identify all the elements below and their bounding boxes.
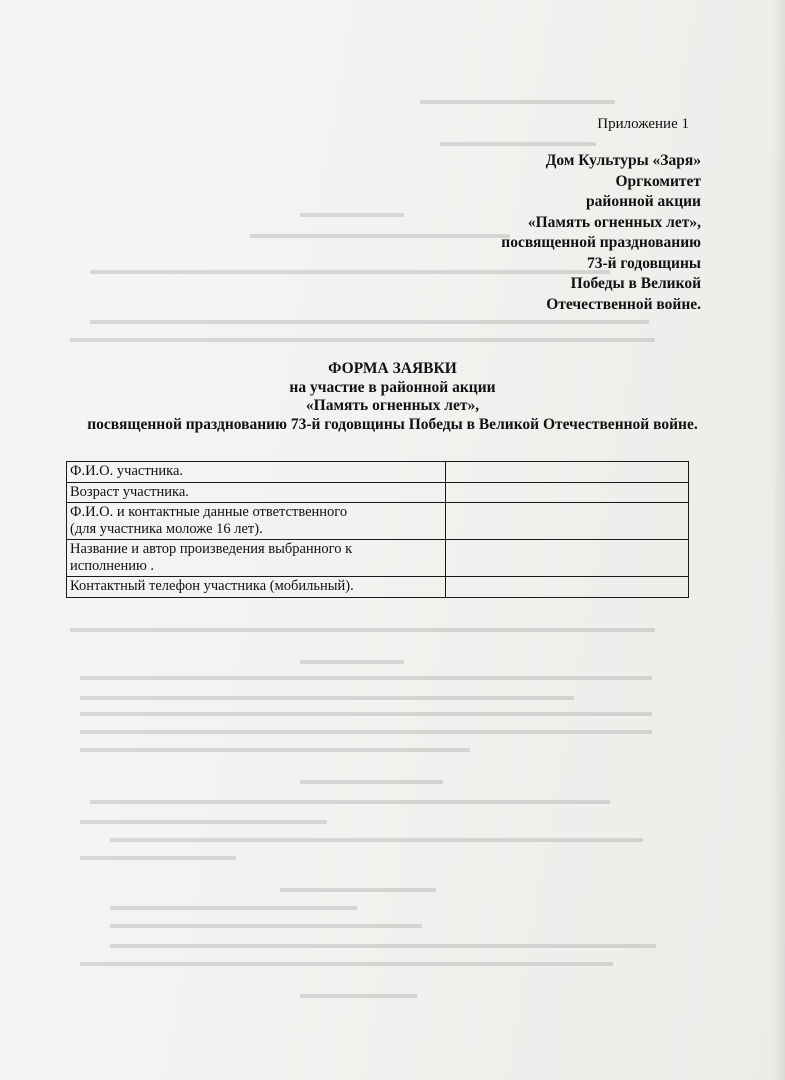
form-subtitle-line: «Память огненных лет», [305,397,480,414]
form-subtitle-line: посвященной празднованию 73-й годовщины Победы в Великой Отечественной войне. [87,415,698,433]
field-value[interactable] [446,503,689,540]
form-subtitle-line: на участие в районной акции [289,378,496,396]
organizer-block [381,151,701,315]
field-label: Возраст участника. [67,482,446,503]
paper-edge-shadow [771,0,785,1080]
organizer-line: «Память огненных лет», [527,213,701,231]
organizer-line: посвященной празднованию [501,234,701,251]
application-form-table [66,461,689,598]
organizer-line: Отечественной войне. [546,295,701,313]
field-label: Контактный телефон участника (мобильный). [67,577,446,598]
form-heading: ФОРМА ЗАЯВКИ [328,360,457,377]
field-value[interactable] [446,540,689,577]
field-value[interactable] [446,462,689,483]
table-row [67,540,689,577]
field-value[interactable] [446,482,689,503]
organizer-line: Дом Культуры «Заря» [545,152,701,169]
table-row [67,503,689,540]
field-label: Ф.И.О. и контактные данные ответственного (для участника моложе 16 лет). [67,503,446,540]
attachment-label: Приложение 1 [597,116,689,132]
organizer-line: Победы в Великой [570,275,701,292]
form-title [0,360,785,434]
field-value[interactable] [446,577,689,598]
organizer-line: районной акции [586,193,701,210]
field-label: Название и автор произведения выбранного к исполнению . [67,540,446,577]
organizer-line: Оргкомитет [615,172,701,190]
show-through-texture: ▬▬▬▬▬▬▬▬▬▬▬▬▬▬▬ ▬▬▬▬▬▬▬▬▬▬▬▬ ▬▬▬▬▬▬▬▬ ▬▬▬▬▬▬▬▬▬▬▬▬▬▬▬▬▬▬▬▬ ▬▬▬▬▬▬▬▬▬▬▬▬▬▬▬▬▬▬▬▬▬▬▬▬▬▬▬▬▬▬▬▬▬▬▬▬▬▬▬▬ ▬▬▬▬▬▬▬▬▬▬▬▬▬▬▬▬▬▬▬▬▬▬▬▬▬▬▬▬▬▬▬▬▬▬▬▬▬▬▬▬▬▬▬ ▬▬▬▬▬▬▬▬▬▬▬▬▬▬▬▬▬▬▬▬▬▬▬▬▬▬▬▬▬▬▬▬▬▬▬▬▬▬▬▬▬▬▬▬▬ ▬▬▬▬▬▬▬▬▬▬▬▬▬▬▬▬▬▬▬▬▬▬▬▬▬▬▬▬▬▬▬▬▬▬▬▬▬▬▬▬▬▬▬▬▬ ▬▬▬▬▬▬▬▬ ▬▬▬▬▬▬▬▬▬▬▬▬▬▬▬▬▬▬▬▬▬▬▬▬▬▬▬▬▬▬▬▬▬▬▬▬▬▬▬▬▬▬▬▬ ▬▬▬▬▬▬▬▬▬▬▬▬▬▬▬▬▬▬▬▬▬▬▬▬▬▬▬▬▬▬▬▬▬▬▬▬▬▬ ▬▬▬▬▬▬▬▬▬▬▬▬▬▬▬▬▬▬▬▬▬▬▬▬▬▬▬▬▬▬▬▬▬▬▬▬▬▬▬▬▬▬▬▬ ▬▬▬▬▬▬▬▬▬▬▬▬▬▬▬▬▬▬▬▬▬▬▬▬▬▬▬▬▬▬▬▬▬▬▬▬▬▬▬▬▬▬▬▬ ▬▬▬▬▬▬▬▬▬▬▬▬▬▬▬▬▬▬▬▬▬▬▬▬▬▬▬▬▬▬ ▬▬▬▬▬▬▬▬▬▬▬ ▬▬▬▬▬▬▬▬▬▬▬▬▬▬▬▬▬▬▬▬▬▬▬▬▬▬▬▬▬▬▬▬▬▬▬▬▬▬▬▬ ▬▬▬▬▬▬▬▬▬▬▬▬▬▬▬▬▬▬▬ ▬▬▬▬▬▬▬▬▬▬▬▬▬▬▬▬▬▬▬▬▬▬▬▬▬▬▬▬▬▬▬▬▬▬▬▬▬▬▬▬▬ ▬▬▬▬▬▬▬▬▬▬▬▬ ▬▬▬▬▬▬▬▬▬▬▬▬ ▬▬▬▬▬▬▬▬▬▬▬▬▬▬▬▬▬▬▬ ▬▬▬▬▬▬▬▬▬▬▬▬▬▬▬▬▬▬▬▬▬▬▬▬ ▬▬▬▬▬▬▬▬▬▬▬▬▬▬▬▬▬▬▬▬▬▬▬▬▬▬▬▬▬▬▬▬▬▬▬▬▬▬▬▬▬▬ ▬▬▬▬▬▬▬▬▬▬▬▬▬▬▬▬▬▬▬▬▬▬▬▬▬▬▬▬▬▬▬▬▬▬▬▬▬▬▬▬▬ ▬▬▬▬▬▬▬▬▬ [70,92,656,1001]
table-row [67,577,689,598]
table-row [67,462,689,483]
field-label: Ф.И.О. участника. [67,462,446,483]
table-row [67,482,689,503]
organizer-line: 73-й годовщины [586,254,701,272]
